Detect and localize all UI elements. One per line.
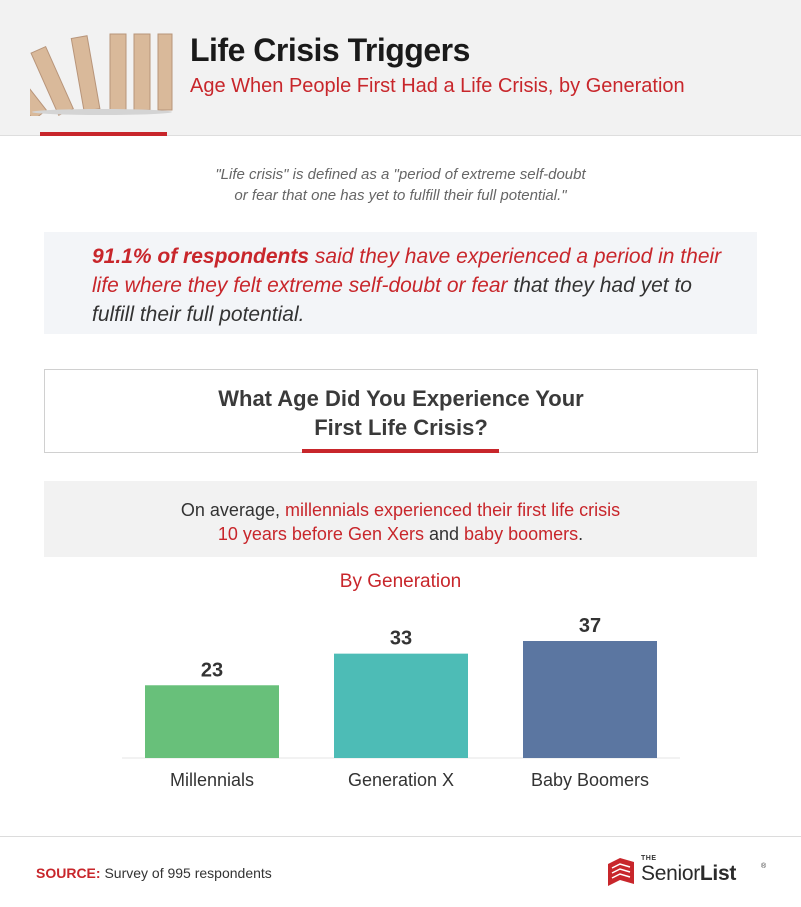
bar-value-label: 23 [200,659,224,682]
average-text-6: . [578,524,584,544]
category-label: Generation X [347,770,455,790]
average-text-4: and [423,524,465,544]
logo-senior: Senior [641,862,700,885]
bar-generation-x [334,654,468,758]
chart-title: By Generation [339,571,462,592]
stat-highlight: 91.1% of respondents [92,245,310,268]
seniorlist-logo [606,852,776,892]
average-text-5: baby boomers [464,524,579,544]
page-subtitle: Age When People First Had a Life Crisis, by Generation [190,75,685,97]
average-line-2 [44,522,757,546]
question-line-2: First Life Crisis? [314,415,488,440]
life-crisis-definition [0,164,801,206]
header-accent-bar [40,132,167,136]
source-text: Survey of 995 respondents [100,865,272,881]
bar-baby-boomers [523,641,657,758]
bar-value-label: 33 [389,627,413,650]
source-label: SOURCE: [36,865,101,881]
logo-registered: ® [761,863,767,870]
stat-plain-text: that they had yet to fulfill their full potential. [92,274,692,326]
logo-list: List [699,862,737,885]
question-line-1: What Age Did You Experience Your [218,386,584,411]
category-label: Baby Boomers [530,770,650,790]
average-summary [44,481,757,557]
source-note [36,865,272,881]
definition-line-1: "Life crisis" is defined as a "period of extreme self-doubt [215,166,586,183]
chart-question [44,369,758,453]
stat-red-text: said they have experienced a period in their life where they felt extreme self-doubt or fear [92,245,722,297]
question-accent-bar [302,449,499,453]
footer-divider [0,836,801,837]
definition-line-2: or fear that one has yet to fulfill their full potential." [234,187,567,204]
header-banner [0,0,801,136]
logo-the: THE [641,855,657,862]
bar-millennials [145,685,279,758]
key-stat-callout [44,232,757,334]
average-text-1: On average, [180,500,285,520]
average-text-2: millennials experienced their first life crisis [284,500,621,520]
logo-wordmark [641,862,736,886]
average-text-3: 10 years before Gen Xers [217,524,424,544]
page-title: Life Crisis Triggers [190,32,470,68]
generation-bar-chart [0,600,801,800]
seniorlist-book-icon [606,854,638,890]
bar-value-label: 37 [578,615,602,637]
average-line-1 [44,498,757,522]
category-label: Millennials [169,770,255,790]
falling-dominoes-icon [30,30,175,116]
